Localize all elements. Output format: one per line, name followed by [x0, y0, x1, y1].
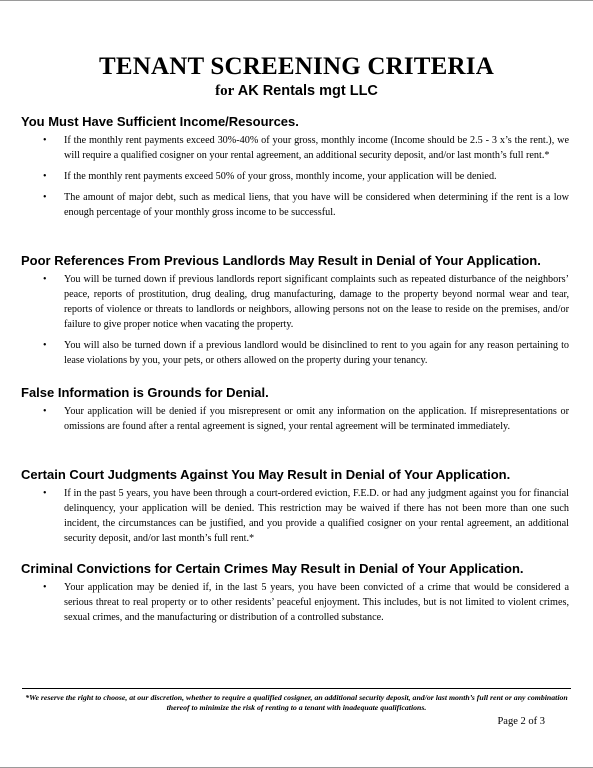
document-title: TENANT SCREENING CRITERIA — [99, 53, 494, 80]
section-false-information — [21, 385, 569, 440]
bullet-icon: • — [43, 274, 47, 285]
list-item — [21, 169, 569, 184]
bullet-icon: • — [43, 192, 47, 203]
bullet-icon: • — [43, 582, 47, 593]
bullet-icon: • — [43, 171, 47, 182]
bullet-list — [21, 486, 569, 546]
list-item — [21, 404, 569, 434]
section-criminal-convictions — [21, 561, 569, 631]
company-name: AK Rentals mgt LLC — [237, 83, 378, 99]
bullet-list — [21, 404, 569, 434]
list-item-text: The amount of major debt, such as medical liens, that you have will be considered when determining if the rent is a low enough percentage of your monthly gross income to be successful. — [64, 192, 569, 218]
list-item-text: Your application may be denied if, in the last 5 years, you have been convicted of a crime that would be considered a serious threat to real property or to other residents’ peaceful enjoyment. This includes, but is not limited to violent crimes, sexual crimes, and the manufacturing or distribution of a controlled substance. — [64, 582, 569, 623]
section-heading: False Information is Grounds for Denial. — [21, 385, 269, 400]
list-item-text: You will be turned down if previous landlords report significant complaints such as repeated disturbance of the neighbors’ peace, reports of prostitution, drug dealing, drug manufacturing, damage to the property beyond normal wear and tear, reports of violence or threats to landlords or neighbors, allowing persons not on the lease to reside on the premises, and/or failure to give proper notice when vacating the property. — [64, 274, 569, 330]
list-item — [21, 190, 569, 220]
list-item — [21, 272, 569, 332]
list-item-text: You will also be turned down if a previous landlord would be disinclined to rent to you again for any reason pertaining to lease violations by you, your pets, or others allowed on the property during your tenancy. — [64, 340, 569, 366]
subtitle-prefix: for — [215, 83, 234, 99]
section-heading: You Must Have Sufficient Income/Resources. — [21, 114, 299, 129]
footnote-divider — [22, 688, 571, 689]
list-item-text: If the monthly rent payments exceed 50% of your gross, monthly income, your application will be denied. — [64, 171, 497, 182]
bullet-list — [21, 133, 569, 220]
section-heading: Criminal Convictions for Certain Crimes May Result in Denial of Your Application. — [21, 561, 524, 576]
section-court-judgments — [21, 467, 569, 552]
bullet-list — [21, 272, 569, 368]
list-item-text: Your application will be denied if you misrepresent or omit any information on the application. If misrepresentations or omissions are found after a rental agreement is signed, your rental agreement will be terminated immediately. — [64, 406, 569, 432]
section-heading: Certain Court Judgments Against You May Result in Denial of Your Application. — [21, 467, 511, 482]
document-subtitle — [0, 82, 593, 100]
list-item-text: If in the past 5 years, you have been through a court-ordered eviction, F.E.D. or had any judgment against you for financial delinquency, your application will be denied. This restriction may be waived if there has not been more than one such incident, the circumstances can be justified, and you provide a qualified cosigner on your rental agreement, an additional security deposit, and/or last month’s full rent.* — [64, 488, 569, 544]
list-item-text: If the monthly rent payments exceed 30%-40% of your gross, monthly income (Income should be 2.5 - 3 x’s the rent.), we will require a qualified cosigner on your rental agreement, an additional security deposit, and/or last month’s full rent.* — [64, 135, 569, 161]
bullet-icon: • — [43, 340, 47, 351]
section-references — [21, 253, 569, 374]
bullet-icon: • — [43, 488, 47, 499]
page-top-edge — [0, 0, 593, 1]
list-item — [21, 338, 569, 368]
footnote: *We reserve the right to choose, at our discretion, whether to require a qualified cosigner, an additional security deposit, and/or last month’s full rent or any combination thereof to minimize the risk of renting to a tenant with inadequate qualifications. — [25, 693, 568, 712]
bullet-list — [21, 580, 569, 625]
list-item — [21, 133, 569, 163]
section-income — [21, 114, 569, 226]
list-item — [21, 580, 569, 625]
bullet-icon: • — [43, 406, 47, 417]
section-heading: Poor References From Previous Landlords May Result in Denial of Your Application. — [21, 253, 541, 268]
page-number: Page 2 of 3 — [497, 716, 545, 727]
bullet-icon: • — [43, 135, 47, 146]
list-item — [21, 486, 569, 546]
